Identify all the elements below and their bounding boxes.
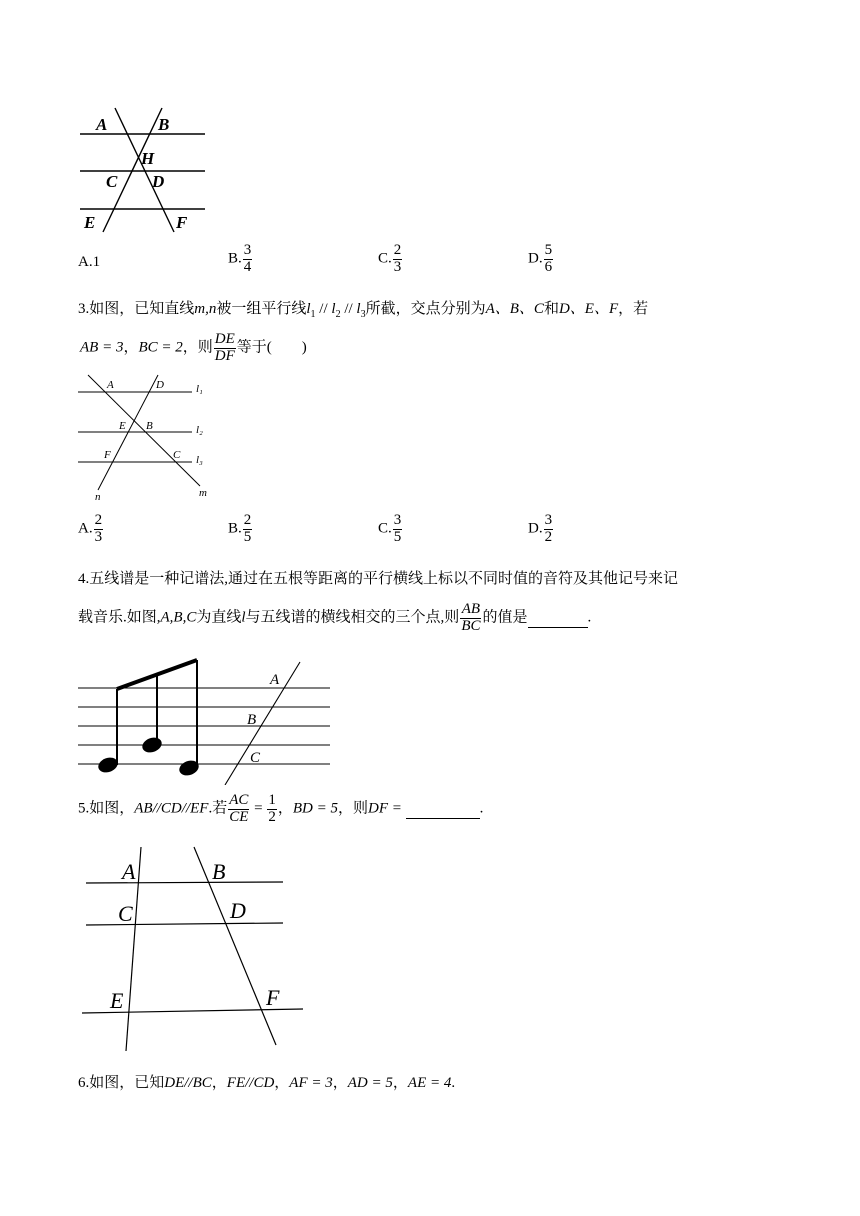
figure-q3 xyxy=(70,372,230,502)
label-a: A xyxy=(270,672,280,688)
label-e: E xyxy=(119,420,126,432)
answer-blank[interactable] xyxy=(528,610,588,628)
label-f: F xyxy=(104,449,111,461)
label-a: A xyxy=(96,115,108,134)
label-a: A xyxy=(107,379,114,391)
figure-q5 xyxy=(78,843,308,1053)
label-m: m xyxy=(199,487,207,499)
label-l2: l₂ xyxy=(196,424,203,436)
option-value: 1 xyxy=(92,254,101,270)
label-d: D xyxy=(230,898,246,923)
q5-fraction: $\frac{AC}{CE}$ xyxy=(229,792,249,825)
label-f: F xyxy=(176,213,188,232)
option-label: C. xyxy=(378,250,392,267)
label-l1: l₁ xyxy=(196,383,203,395)
label-c: C xyxy=(106,172,118,191)
q2-option-b xyxy=(228,243,253,276)
figure-q2 xyxy=(70,104,220,236)
label-h: H xyxy=(141,149,155,168)
label-d: D xyxy=(156,379,164,391)
option-label: B. xyxy=(228,520,242,537)
label-b: B xyxy=(146,420,153,432)
q5-line: 5.如图，AB//CD//EF.若 $\frac{AC}{CE}$ = $\frac{1}{2}$ ，BD = 5，则DF = . xyxy=(78,792,484,825)
option-label: D. xyxy=(528,520,543,537)
option-label: A. xyxy=(78,520,93,537)
option-label: C. xyxy=(378,520,392,537)
option-fraction: $\frac{5}{6}$ xyxy=(544,242,553,275)
label-b: B xyxy=(212,859,226,884)
q3-option-d xyxy=(528,513,554,546)
line-bdf xyxy=(194,847,276,1045)
option-fraction: $\frac{2}{3}$ xyxy=(94,512,103,545)
q3-option-a xyxy=(78,513,104,546)
label-n: n xyxy=(95,491,101,502)
option-fraction: $\frac{3}{5}$ xyxy=(393,512,402,545)
label-b: B xyxy=(158,115,170,134)
q2-option-a xyxy=(78,254,100,271)
q4-line-2: 载音乐.如图,A,B,C为直线l与五线谱的横线相交的三个点,则 $\frac{AB}{BC}$ 的值是 . xyxy=(78,601,592,634)
q3-option-c xyxy=(378,513,403,546)
line-ab xyxy=(86,882,283,883)
option-label: A. xyxy=(78,254,93,270)
label-c: C xyxy=(118,901,133,926)
label-e: E xyxy=(84,213,96,232)
line-l xyxy=(225,662,300,785)
line-cd xyxy=(86,923,283,925)
q3-fraction: $\frac{DE}{DF}$ xyxy=(214,331,235,364)
label-d: D xyxy=(152,172,165,191)
label-c: C xyxy=(250,750,261,766)
answer-blank[interactable] xyxy=(406,801,480,819)
q5-ratio: $\frac{1}{2}$ xyxy=(268,792,276,825)
q3-option-b xyxy=(228,513,253,546)
q3-line-2: AB = 3，BC = 2，则 $\frac{DE}{DF}$ 等于( ) xyxy=(80,331,307,364)
q4-line-1: 4.五线谱是一种记谱法,通过在五根等距离的平行横线上标以不同时值的音符及其他记号来记 xyxy=(78,571,679,587)
option-label: B. xyxy=(228,250,242,267)
q3-line-1: 3.如图，已知直线m,n被一组平行线$l_1 // l_2 // l_3$所截，交点分别为A、B、C和D、E、F，若 xyxy=(78,301,649,320)
figure-q4 xyxy=(72,655,337,785)
label-e: E xyxy=(110,988,124,1013)
label-l3: l₃ xyxy=(196,454,203,466)
note-head-2 xyxy=(140,735,164,755)
option-fraction: $\frac{2}{5}$ xyxy=(243,512,252,545)
q2-option-c xyxy=(378,243,403,276)
q4-fraction: $\frac{AB}{BC}$ xyxy=(461,601,481,634)
option-fraction: $\frac{3}{2}$ xyxy=(544,512,553,545)
option-label: D. xyxy=(528,250,543,267)
q2-option-d xyxy=(528,243,554,276)
q6-line: 6.如图，已知DE//BC，FE//CD，AF = 3，AD = 5，AE = 4. xyxy=(78,1075,456,1091)
transversal-be xyxy=(103,108,165,232)
option-fraction: $\frac{3}{4}$ xyxy=(243,242,252,275)
label-b: B xyxy=(247,712,257,728)
label-c: C xyxy=(173,449,181,461)
label-f: F xyxy=(266,985,280,1010)
label-a: A xyxy=(122,859,136,884)
option-fraction: $\frac{2}{3}$ xyxy=(393,242,402,275)
